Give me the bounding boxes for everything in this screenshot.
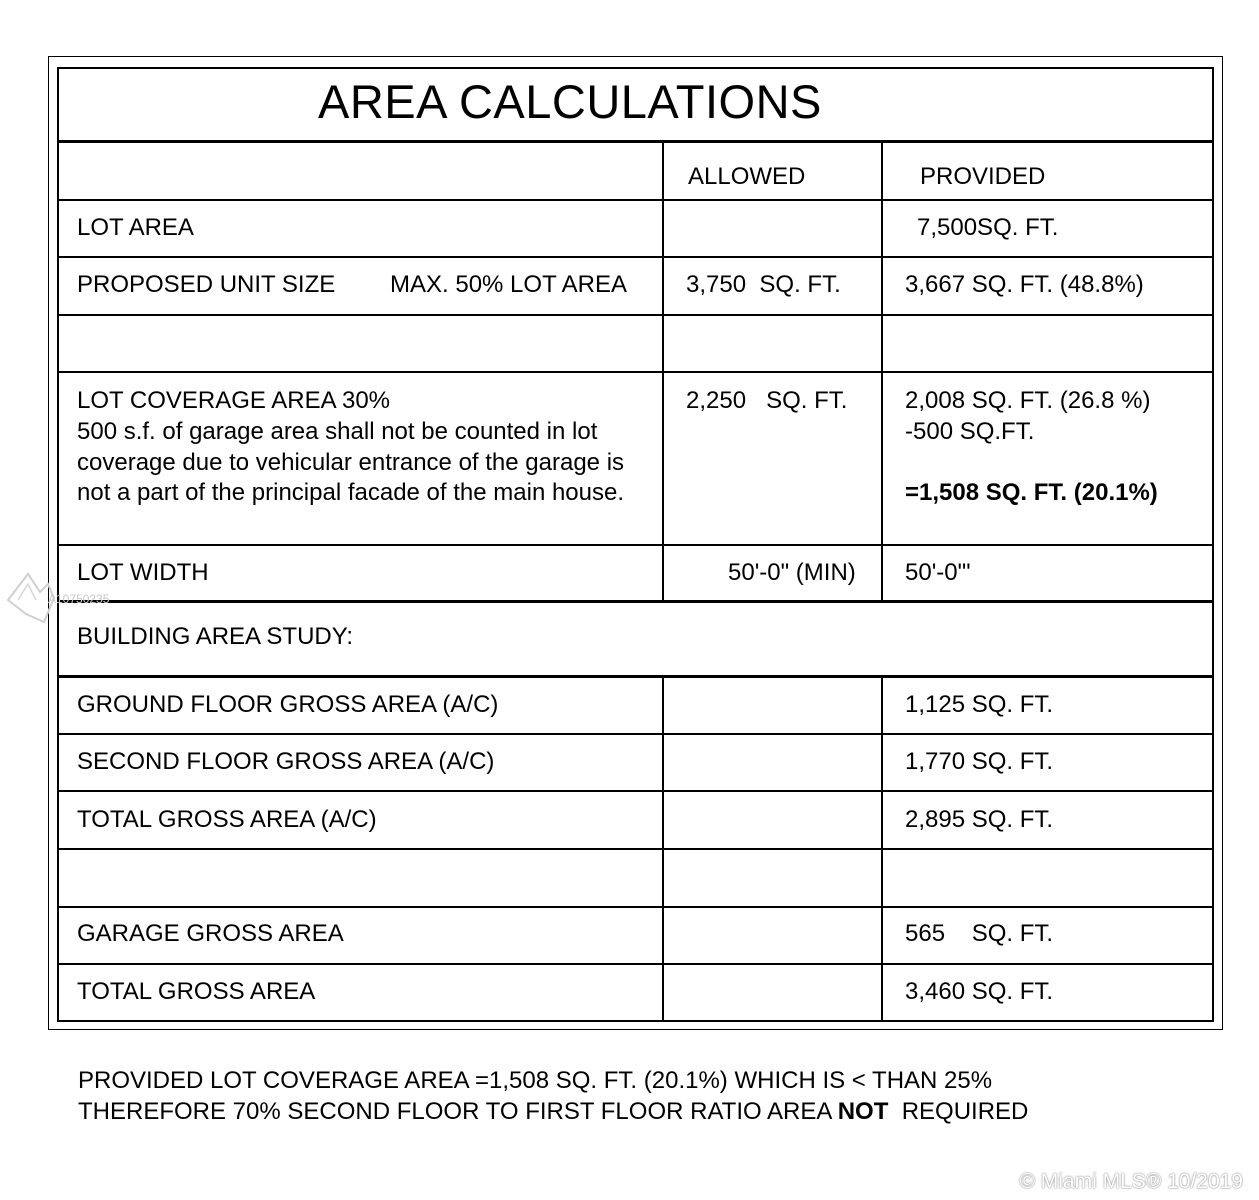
total-ac-label: TOTAL GROSS AREA (A/C) xyxy=(77,806,377,833)
row-divider xyxy=(57,544,1214,546)
second-floor-label: SECOND FLOOR GROSS AREA (A/C) xyxy=(77,748,495,775)
section-divider xyxy=(57,600,1214,603)
title-divider xyxy=(57,140,1214,143)
coverage-label-line: 500 s.f. of garage area shall not be counted in lot xyxy=(77,418,598,445)
garage-provided: 565 SQ. FT. xyxy=(905,920,1054,947)
row-divider xyxy=(57,199,1214,201)
coverage-label-line: not a part of the principal facade of the main house. xyxy=(77,479,625,506)
lot-width-label: LOT WIDTH xyxy=(77,559,209,586)
column-divider xyxy=(881,142,883,602)
column-divider xyxy=(881,677,883,1022)
row-divider xyxy=(57,733,1214,735)
row-divider xyxy=(57,790,1214,792)
garage-label: GARAGE GROSS AREA xyxy=(77,920,344,947)
row-divider xyxy=(57,906,1214,908)
ground-floor-provided: 1,125 SQ. FT. xyxy=(905,691,1054,718)
second-floor-provided: 1,770 SQ. FT. xyxy=(905,748,1054,775)
page-title: AREA CALCULATIONS xyxy=(318,75,822,128)
total-ac-provided: 2,895 SQ. FT. xyxy=(905,806,1054,833)
coverage-allowed: 2,250 SQ. FT. xyxy=(686,387,848,414)
copyright-watermark: © Miami MLS® 10/2019 xyxy=(1019,1170,1243,1193)
header-allowed: ALLOWED xyxy=(688,163,806,190)
row-divider xyxy=(57,848,1214,850)
coverage-label-line: LOT COVERAGE AREA 30% xyxy=(77,387,391,414)
unit-size-allowed: 3,750 SQ. FT. xyxy=(686,271,841,298)
coverage-provided-total: =1,508 SQ. FT. (20.1%) xyxy=(905,479,1158,506)
ground-floor-label: GROUND FLOOR GROSS AREA (A/C) xyxy=(77,691,499,718)
section-divider xyxy=(57,675,1214,678)
row-divider xyxy=(57,963,1214,965)
lot-area-label: LOT AREA xyxy=(77,214,194,241)
unit-size-note: MAX. 50% LOT AREA xyxy=(390,271,627,298)
column-divider xyxy=(662,677,664,1022)
header-provided: PROVIDED xyxy=(920,163,1046,190)
total-label: TOTAL GROSS AREA xyxy=(77,978,316,1005)
row-divider xyxy=(57,371,1214,373)
footnote-line: PROVIDED LOT COVERAGE AREA =1,508 SQ. FT. (20.1%) WHICH IS < THAN 25% xyxy=(78,1067,993,1094)
total-provided: 3,460 SQ. FT. xyxy=(905,978,1054,1005)
study-heading: BUILDING AREA STUDY: xyxy=(77,623,354,650)
column-divider xyxy=(662,142,664,602)
listing-id-watermark: A10750235 xyxy=(48,592,110,606)
footnote-text: THEREFORE 70% SECOND FLOOR TO FIRST FLOOR RATIO AREA xyxy=(78,1098,838,1125)
lot-width-provided: 50'-0"' xyxy=(905,559,971,586)
row-divider xyxy=(57,256,1214,258)
coverage-provided-line: 2,008 SQ. FT. (26.8 %) xyxy=(905,387,1151,414)
row-divider xyxy=(57,314,1214,316)
unit-size-label: PROPOSED UNIT SIZE xyxy=(77,271,336,298)
footnote-text: REQUIRED xyxy=(888,1098,1029,1125)
coverage-provided-line: -500 SQ.FT. xyxy=(905,418,1035,445)
footnote-line xyxy=(78,1096,1028,1127)
lot-area-provided: 7,500SQ. FT. xyxy=(917,214,1059,241)
footnote-emphasis: NOT xyxy=(837,1098,889,1125)
unit-size-provided: 3,667 SQ. FT. (48.8%) xyxy=(905,271,1144,298)
coverage-label-line: coverage due to vehicular entrance of the garage is xyxy=(77,449,625,476)
lot-width-allowed: 50'-0" (MIN) xyxy=(728,559,856,586)
